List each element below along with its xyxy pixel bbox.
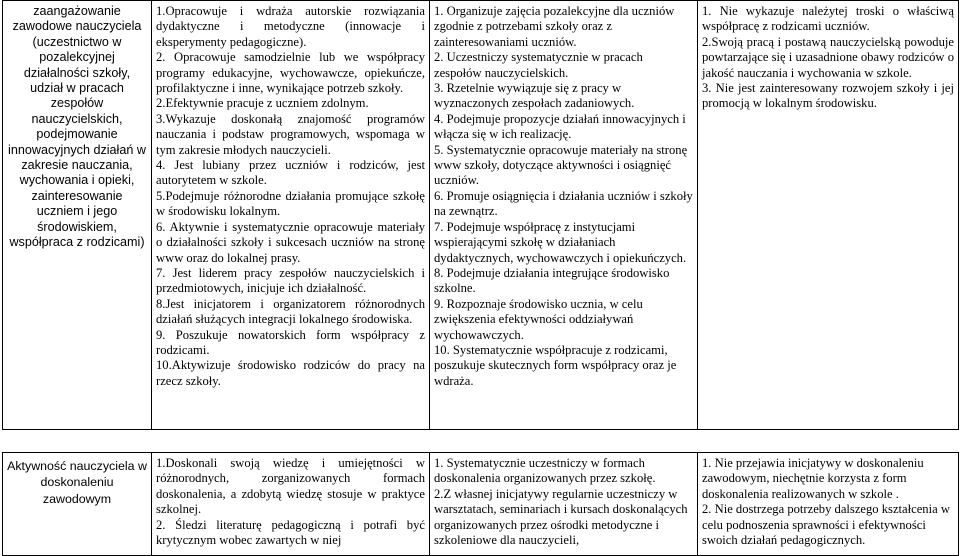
- list-item: 2. Nie dostrzega potrzeby dalszego kształcenia w celu podnoszenia sprawności i efektywności swoich działań pedagogicznych.: [702, 502, 950, 548]
- criterion-cell: [3, 453, 152, 556]
- list-item: 2.Efektywnie pracuje z uczniem zdolnym.: [156, 96, 369, 111]
- high-level-cell: [152, 453, 430, 556]
- table-row: [3, 453, 959, 556]
- list-item: 1.Opracowuje i wdraża autorskie rozwiązania dydaktyczne i metodyczne (innowacje i eksperymenty pedagogiczne).: [156, 4, 425, 49]
- list-item: 8.Jest inicjatorem i organizatorem różnorodnych działań służących integracji lokalnego środowiska.: [156, 296, 425, 327]
- list-item: 10.Aktywizuje środowisko rodziców do pracy na rzecz szkoły.: [156, 358, 425, 388]
- list-item: 1. Organizuje zajęcia pozalekcyjne dla uczniów zgodnie z potrzebami szkoły oraz z zainteresowaniami uczniów.: [434, 4, 675, 49]
- standard-level-cell: [430, 1, 698, 430]
- list-item: 5. Systematycznie opracowuje materiały na stronę www szkoły, dotyczące aktywności i osiągnięć uczniów.: [434, 142, 688, 188]
- list-item: 2. Śledzi literaturę pedagogiczną i potrafi być krytycznym wobec zawartych w niej: [156, 517, 425, 548]
- list-item: 4. Jest lubiany przez uczniów i rodziców, jest autorytetem w szkole.: [156, 158, 425, 188]
- list-item: 9. Rozpoznaje środowisko ucznia, w celu zwiększenia efektywności oddziaływań wychowawczych.: [434, 296, 643, 342]
- criterion-text: Aktywność nauczyciela w doskonaleniu zawodowym: [7, 459, 147, 506]
- list-item: 2.Swoją pracą i postawą nauczycielską powoduje powtarzające się i uzasadnione obawy rodziców o jakość nauczania i wychowania w szkole.: [702, 34, 954, 80]
- list-item: 5.Podejmuje różnorodne działania promujące szkołę w środowisku lokalnym.: [156, 188, 425, 219]
- list-item: 10. Systematycznie współpracuje z rodzicami, poszukuje skutecznych form współpracy oraz je wdraża.: [434, 342, 677, 388]
- list-item: 3.Wykazuje doskonałą znajomość programów nauczania i podstaw programowych, wspomaga w tym zakresie młodych nauczycieli.: [156, 111, 425, 157]
- list-item: 2. Opracowuje samodzielnie lub we współpracy programy edukacyjne, wychowawcze, opiekuńcze, profilaktyczne i inne, wynikające potrzeb szkoły.: [156, 50, 425, 96]
- list-item: 9. Poszukuje nowatorskich form współpracy z rodzicami.: [156, 327, 425, 357]
- list-item: 2.Z własnej inicjatywy regularnie uczestniczy w warsztatach, seminariach i kursach doskonalących organizowanych przez ośrodki metodyczne i szkoleniowe dla nauczycieli,: [434, 486, 688, 548]
- list-item: 8. Podejmuje działania integrujące środowisko szkolne.: [434, 265, 670, 296]
- negative-level-cell: [698, 1, 959, 430]
- list-item: 1. Nie przejawia inicjatywy w doskonaleniu zawodowym, niechętnie korzysta z form doskonalenia realizowanych w szkole .: [702, 456, 924, 501]
- table-row: [3, 1, 959, 430]
- list-item: 4. Podejmuje propozycje działań innowacyjnych i włącza się w ich realizację.: [434, 111, 686, 142]
- list-item: 1. Nie wykazuje należytej troski o właściwą współpracę z rodzicami uczniów.: [702, 4, 954, 34]
- list-item: 3. Rzetelnie wywiązuje się z pracy w wyznaczonych zespołach zadaniowych.: [434, 81, 635, 111]
- criteria-table-section-1: [2, 0, 959, 430]
- criterion-text: zaangażowanie zawodowe nauczyciela (uczestnictwo w pozalekcyjnej działalności szkoły, udział w pracach zespołów nauczycielskich, podejmowanie innowacyjnych działań w zakresie nauczania, wychowania i opieki, zainteresowanie uczniem i jego środowiskiem, współpraca z rodzicami): [8, 4, 146, 250]
- list-item: 7. Podejmuje współpracę z instytucjami wspierającymi szkołę w działaniach dydaktycznych, wychowawczych i opiekuńczych.: [434, 219, 687, 265]
- high-level-cell: [152, 1, 430, 430]
- standard-level-cell: [430, 453, 698, 556]
- list-item: 1.Doskonali swoją wiedzę i umiejętności w różnorodnych, zorganizowanych formach doskonalenia, a zdobytą wiedzę stosuje w praktyce szkolnej.: [156, 456, 425, 517]
- criterion-cell: [3, 1, 152, 430]
- negative-level-cell: [698, 453, 959, 556]
- list-item: 6. Promuje osiągnięcia i działania uczniów i szkoły na zewnątrz.: [434, 188, 693, 219]
- criteria-table-section-2: [2, 452, 959, 556]
- list-item: 2. Uczestniczy systematycznie w pracach zespołów nauczycielskich.: [434, 50, 643, 80]
- list-item: 3. Nie jest zainteresowany rozwojem szkoły i jej promocją w lokalnym środowisku.: [702, 81, 954, 111]
- list-item: 1. Systematycznie uczestniczy w formach doskonalenia organizowanych przez szkołę.: [434, 456, 656, 486]
- list-item: 7. Jest liderem pracy zespołów nauczycielskich i przedmiotowych, inicjuje ich działalność.: [156, 265, 425, 296]
- list-item: 6. Aktywnie i systematycznie opracowuje materiały o działalności szkoły i sukcesach uczniów na stronę www oraz do lokalnej prasy.: [156, 219, 425, 265]
